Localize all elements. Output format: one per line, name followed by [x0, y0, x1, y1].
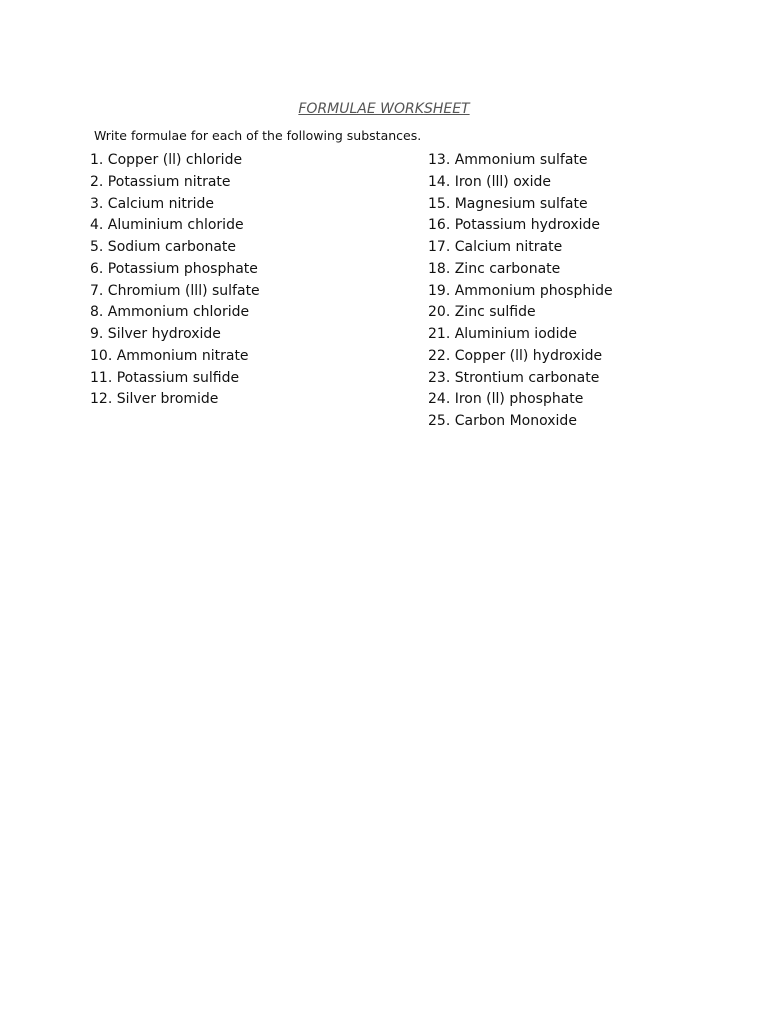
- list-item: 9. Silver hydroxide: [90, 326, 221, 342]
- list-item: 1. Copper (ll) chloride: [90, 152, 243, 168]
- page-title: FORMULAE WORKSHEET: [298, 101, 470, 117]
- substance-list-left: [90, 150, 260, 411]
- list-item: 13. Ammonium sulfate: [428, 152, 588, 168]
- list-item: 15. Magnesium sulfate: [428, 195, 588, 212]
- list-item: 19. Ammonium phosphide: [428, 282, 613, 299]
- list-item: 21. Aluminium iodide: [428, 326, 578, 342]
- list-item: 6. Potassium phosphate: [90, 260, 258, 277]
- list-item: 23. Strontium carbonate: [428, 369, 600, 386]
- list-item: 25. Carbon Monoxide: [428, 413, 577, 429]
- list-item: 20. Zinc sulfide: [428, 304, 536, 321]
- list-item: 16. Potassium hydroxide: [428, 217, 601, 234]
- list-item: 24. Iron (ll) phosphate: [428, 391, 584, 408]
- list-item: 12. Silver bromide: [90, 391, 219, 408]
- list-item: 11. Potassium sulfide: [90, 369, 240, 386]
- substance-list-right: [428, 150, 613, 433]
- list-item: 22. Copper (ll) hydroxide: [428, 347, 603, 364]
- list-item: 2. Potassium nitrate: [90, 173, 231, 190]
- instructions-text: Write formulae for each of the following substances.: [94, 128, 422, 143]
- list-item: 10. Ammonium nitrate: [90, 347, 249, 364]
- list-item: 18. Zinc carbonate: [428, 260, 561, 277]
- list-item: 17. Calcium nitrate: [428, 239, 563, 255]
- list-item: 7. Chromium (lll) sulfate: [90, 282, 260, 299]
- list-item: 14. Iron (lll) oxide: [428, 173, 552, 190]
- list-item: 3. Calcium nitride: [90, 195, 214, 212]
- list-item: 5. Sodium carbonate: [90, 239, 237, 255]
- list-item: 8. Ammonium chloride: [90, 304, 250, 321]
- list-item: 4. Aluminium chloride: [90, 217, 244, 234]
